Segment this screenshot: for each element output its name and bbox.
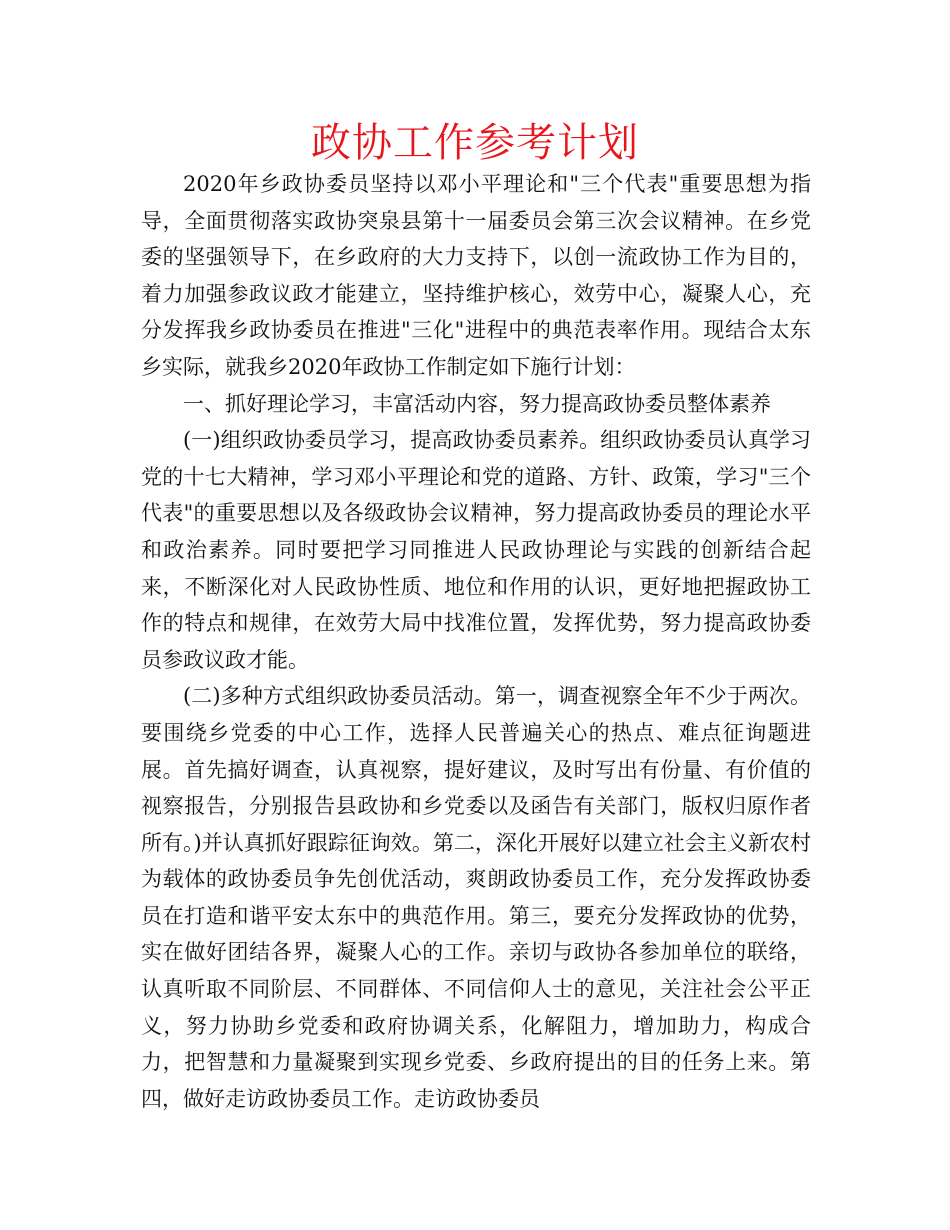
paragraph-item-2: (二)多种方式组织政协委员活动。第一，调查视察全年不少于两次。要围绕乡党委的中心工作，选择人民普遍关心的热点、难点征询题进展。首先搞好调查，认真视察，提好建议，及时写出有份量、有价值的视察报告，分别报告县政协和乡党委以及函告有关部门，版权归原作者所有。)并认真抓好跟踪征询效。第二，深化开展好以建立社会主义新农村为载体的政协委员争先创优活动，爽朗政协委员工作，充分发挥政协委员在打造和谐平安太东中的典范作用。第三，要充分发挥政协的优势，实在做好团结各界，凝聚人心的工作。亲切与政协各参加单位的联络，认真听取不同阶层、不同群体、不同信仰人士的意见，关注社会公平正义，努力协助乡党委和政府协调关系，化解阻力，增加助力，构成合力，把智慧和力量凝聚到实现乡党委、乡政府提出的目的任务上来。第四，做好走访政协委员工作。走访政协委员 (141, 684, 811, 1111)
document-body (141, 166, 811, 1117)
document-title: 政协工作参考计划 (311, 120, 639, 166)
paragraph-section-heading: 一、抓好理论学习，丰富活动内容，努力提高政协委员整体素养 (183, 391, 771, 416)
paragraph-intro: 2020年乡政协委员坚持以邓小平理论和"三个代表"重要思想为指导，全面贯彻落实政协突泉县第十一届委员会第三次会议精神。在乡党委的坚强领导下，在乡政府的大力支持下，以创一流政协工作为目的，着力加强参政议政才能建立，坚持维护核心，效劳中心，凝聚人心，充分发挥我乡政协委员在推进"三化"进程中的典范表率作用。现结合太东乡实际，就我乡2020年政协工作制定如下施行计划： (141, 172, 811, 379)
paragraph-item-1: (一)组织政协委员学习，提高政协委员素养。组织政协委员认真学习党的十七大精神，学习邓小平理论和党的道路、方针、政策，学习"三个代表"的重要思想以及各级政协会议精神，努力提高政协委员的理论水平和政治素养。同时要把学习同推进人民政协理论与实践的创新结合起来，不断深化对人民政协性质、地位和作用的认识，更好地把握政协工作的特点和规律，在效劳大局中找准位置，发挥优势，努力提高政协委员参政议政才能。 (141, 428, 811, 672)
